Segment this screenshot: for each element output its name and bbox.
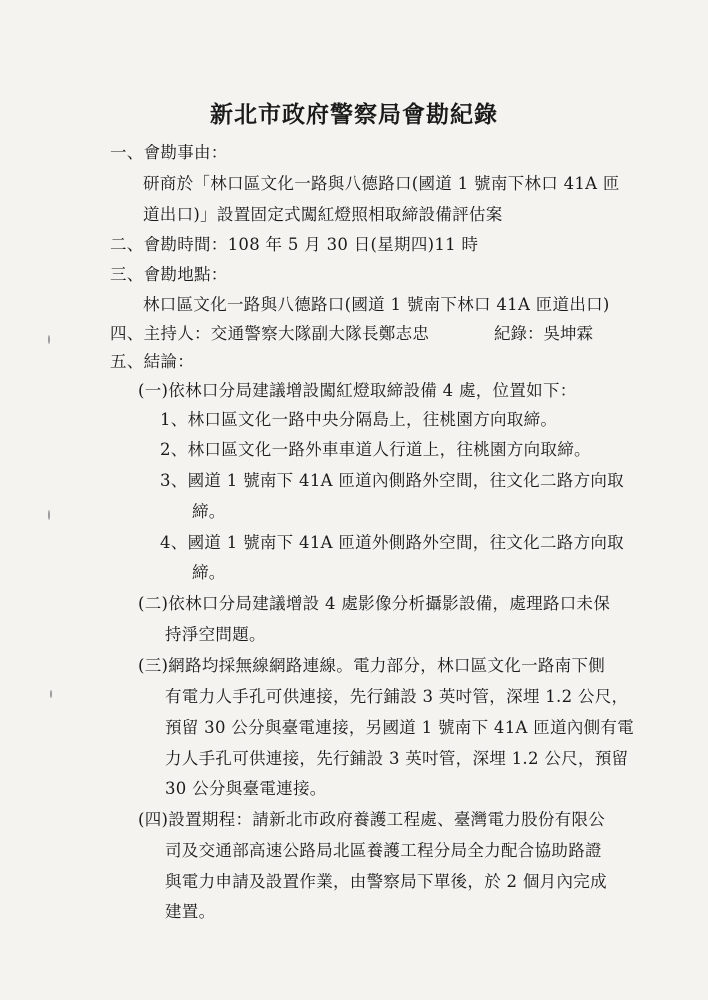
conclusion-1-item-2: 2、林口區文化一路外車車道人行道上，往桃園方向取締。 [160, 440, 591, 459]
conclusion-1-item-3-line-1: 3、國道 1 號南下 41A 匝道內側路外空間，往文化二路方向取 [160, 471, 624, 490]
section-2-time: 二、會勘時間：108 年 5 月 30 日(星期四)11 時 [110, 235, 479, 254]
conclusion-1-item-4-line-2: 締。 [192, 563, 226, 582]
document-title: 新北市政府警察局會勘紀錄 [210, 101, 498, 128]
conclusion-2-line-2: 持淨空問題。 [165, 625, 266, 644]
section-5-heading: 五、結論： [110, 352, 194, 371]
conclusion-3-line-4: 力人手孔可供連接，先行鋪設 3 英吋管，深埋 1.2 公尺，預留 [165, 749, 629, 768]
section-1-line-2: 道出口)」設置固定式闖紅燈照相取締設備評估案 [143, 205, 503, 224]
conclusion-1-item-3-line-2: 締。 [192, 502, 226, 521]
conclusion-4-line-2: 司及交通部高速公路局北區養護工程分局全力配合協助路證 [165, 841, 602, 860]
conclusion-4-line-4: 建置。 [165, 902, 216, 921]
section-4-host: 四、主持人：交通警察大隊副大隊長鄭志忠 [110, 324, 430, 343]
section-1-line-1: 研商於「林口區文化一路與八德路口(國道 1 號南下林口 41A 匝 [143, 174, 620, 193]
conclusion-2-line-1: (二)依林口分局建議增設 4 處影像分析攝影設備，處理路口未保 [138, 594, 611, 613]
conclusion-1-item-1: 1、林口區文化一路中央分隔島上，往桃園方向取締。 [160, 410, 558, 429]
conclusion-3-line-1: (三)網路均採無線網路連線。電力部分，林口區文化一路南下側 [138, 656, 606, 675]
conclusion-4-line-3: 與電力申請及設置作業，由警察局下單後，於 2 個月內完成 [165, 872, 607, 891]
conclusion-3-line-5: 30 公分與臺電連接。 [165, 779, 327, 798]
conclusion-3-line-2: 有電力人手孔可供連接，先行鋪設 3 英吋管，深埋 1.2 公尺， [165, 687, 629, 706]
section-3-location: 林口區文化一路與八德路口(國道 1 號南下林口 41A 匝道出口) [143, 295, 610, 314]
conclusion-3-line-3: 預留 30 公分與臺電連接，另國道 1 號南下 41A 匝道內側有電 [165, 718, 635, 737]
conclusion-1-line-1: (一)依林口分局建議增設闖紅燈取締設備 4 處，位置如下： [138, 381, 577, 400]
scan-speck [48, 335, 50, 344]
scan-speck [48, 510, 50, 520]
section-1-heading: 一、會勘事由： [110, 143, 228, 162]
scan-speck [50, 690, 52, 698]
section-4-recorder: 紀錄：吳坤霖 [494, 324, 593, 343]
section-3-heading: 三、會勘地點： [110, 265, 228, 284]
conclusion-4-line-1: (四)設置期程：請新北市政府養護工程處、臺灣電力股份有限公 [138, 810, 606, 829]
conclusion-1-item-4-line-1: 4、國道 1 號南下 41A 匝道外側路外空間，往文化二路方向取 [160, 533, 624, 552]
